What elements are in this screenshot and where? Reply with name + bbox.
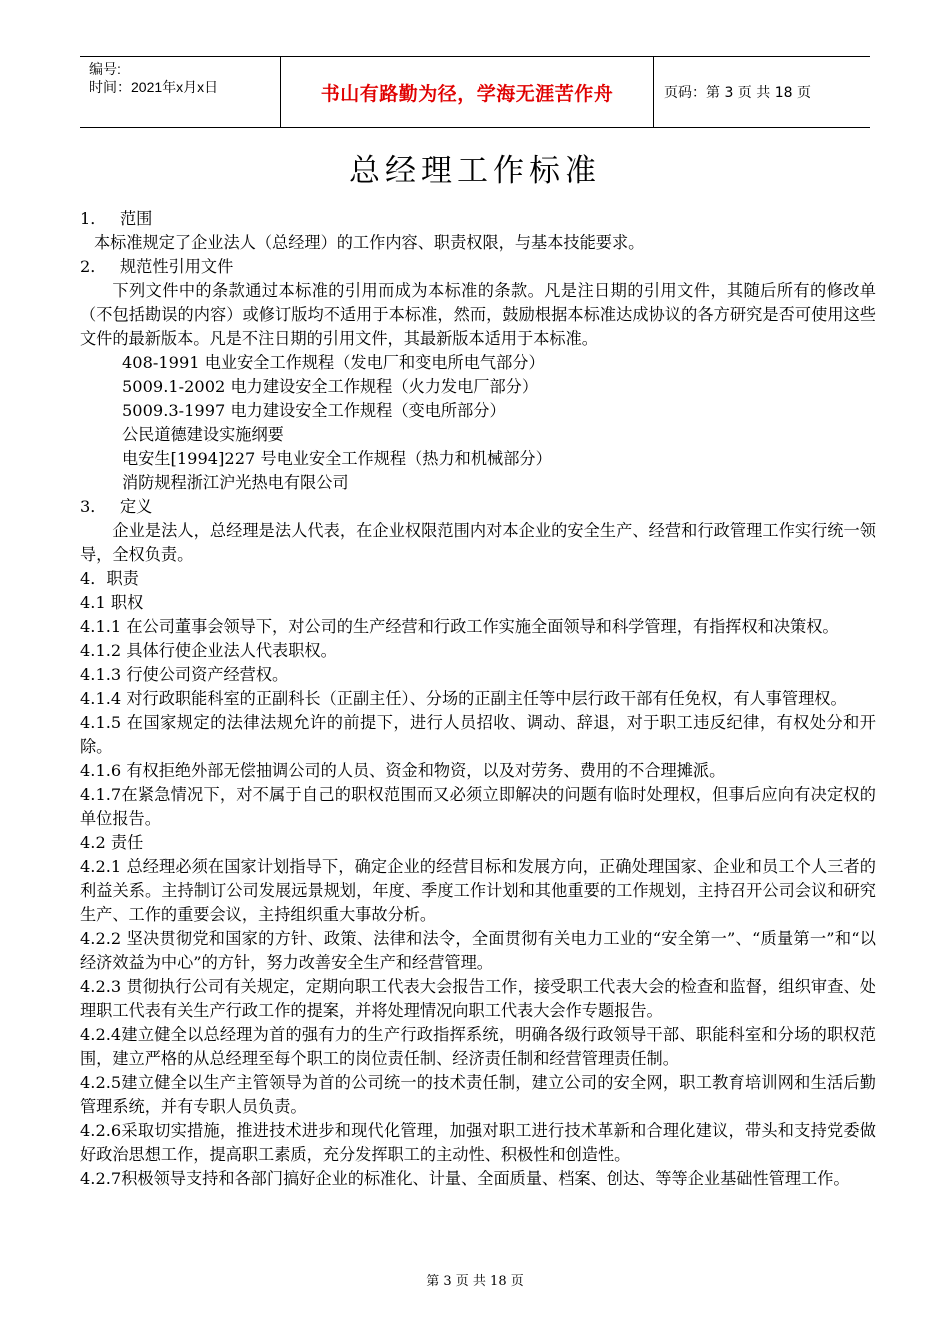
section-number: 1． (80, 209, 107, 228)
reference-item: 408-1991 电业安全工作规程（发电厂和变电所电气部分） (122, 353, 545, 372)
authority-item: 4.1.2 具体行使企业法人代表职权。 (80, 641, 337, 660)
subsection-heading-responsibility: 4.2 责任 (80, 833, 144, 852)
responsibility-item: 4.2.4建立健全以总经理为首的强有力的生产行政指挥系统，明确各级行政领导干部、职能科室和分场的职权范围，建立严格的从总经理至每个职工的岗位责任制、经济责任制和经营管理责任制。 (80, 1025, 876, 1068)
section-heading-duties: 4．职责 (80, 569, 139, 588)
section-heading-scope (80, 207, 876, 231)
header-motto: 书山有路勤为径，学海无涯苦作舟 (281, 57, 654, 127)
section-title: 定义 (120, 497, 153, 516)
page-header (80, 56, 870, 128)
section-heading-references (80, 255, 876, 279)
reference-item: 5009.3-1997 电力建设安全工作规程（变电所部分） (122, 401, 506, 420)
responsibility-item: 4.2.7积极领导支持和各部门搞好企业的标准化、计量、全面质量、档案、创达、等等企业基础性管理工作。 (80, 1169, 850, 1188)
header-meta (80, 57, 281, 127)
authority-item: 4.1.6 有权拒绝外部无偿抽调公司的人员、资金和物资，以及对劳务、费用的不合理摊派。 (80, 761, 726, 780)
document-body (80, 207, 876, 1191)
reference-item: 消防规程浙江沪光热电有限公司 (122, 473, 349, 492)
document-title: 总经理工作标准 (349, 153, 601, 189)
responsibility-item: 4.2.6采取切实措施，推进技术进步和现代化管理，加强对职工进行技术革新和合理化建议，带头和支持党委做好政治思想工作，提高职工素质，充分发挥职工的主动性、积极性和创造性。 (80, 1121, 876, 1164)
authority-item: 4.1.7在紧急情况下，对不属于自己的职权范围而又必须立即解决的问题有临时处理权，但事后应向有决定权的单位报告。 (80, 785, 876, 828)
responsibility-item: 4.2.1 总经理必须在国家计划指导下，确定企业的经营目标和发展方向，正确处理国家、企业和员工个人三者的利益关系。主持制订公司发展远景规划，年度、季度工作计划和其他重要的工作规划，主持召开公司会议和研究生产、工作的重要会议，主持组织重大事故分析。 (80, 857, 876, 924)
authority-item: 4.1.4 对行政职能科室的正副科长（正副主任）、分场的正副主任等中层行政干部有任免权，有人事管理权。 (80, 689, 847, 708)
responsibility-item: 4.2.2 坚决贯彻党和国家的方针、政策、法律和法令，全面贯彻有关电力工业的“安全第一”、“质量第一”和“以经济效益为中心”的方针，努力改善安全生产和经营管理。 (80, 929, 876, 972)
section-title: 范围 (120, 209, 153, 228)
reference-item: 电安生[1994]227 号电业安全工作规程（热力和机械部分） (122, 449, 552, 468)
document-time-label: 时间：2021年x月x日 (89, 79, 219, 95)
responsibility-item: 4.2.5建立健全以生产主管领导为首的公司统一的技术责任制，建立公司的安全网，职工教育培训网和生活后勤管理系统，并有专职人员负责。 (80, 1073, 876, 1116)
section-title: 规范性引用文件 (120, 257, 234, 276)
definition-paragraph: 企业是法人，总经理是法人代表，在企业权限范围内对本企业的安全生产、经营和行政管理工作实行统一领导，全权负责。 (80, 521, 876, 564)
subsection-heading-authority: 4.1 职权 (80, 593, 144, 612)
page-footer: 第 3 页 共 18 页 (426, 1274, 524, 1289)
document-number-label: 编号: (89, 61, 121, 77)
header-page-indicator: 页码：第 3 页 共 18 页 (664, 85, 811, 101)
section-number: 3． (80, 497, 107, 516)
authority-item: 4.1.1 在公司董事会领导下，对公司的生产经营和行政工作实施全面领导和科学管理，有指挥权和决策权。 (80, 617, 839, 636)
section-heading-definition (80, 495, 876, 519)
section-number: 2． (80, 257, 107, 276)
reference-item: 5009.1-2002 电力建设安全工作规程（火力发电厂部分） (122, 377, 539, 396)
authority-item: 4.1.5 在国家规定的法律法规允许的前提下，进行人员招收、调动、辞退，对于职工违反纪律，有权处分和开除。 (80, 713, 876, 756)
reference-item: 公民道德建设实施纲要 (122, 425, 284, 444)
responsibility-item: 4.2.3 贯彻执行公司有关规定，定期向职工代表大会报告工作，接受职工代表大会的检查和监督，组织审查、处理职工代表有关生产行政工作的提案，并将处理情况向职工代表大会作专题报告。 (80, 977, 876, 1020)
references-paragraph: 下列文件中的条款通过本标准的引用而成为本标准的条款。凡是注日期的引用文件，其随后所有的修改单（不包括勘误的内容）或修订版均不适用于本标准，然而，鼓励根据本标准达成协议的各方研究是否可使用这些文件的最新版本。凡是不注日期的引用文件，其最新版本适用于本标准。 (80, 281, 876, 348)
scope-paragraph: 本标准规定了企业法人（总经理）的工作内容、职责权限，与基本技能要求。 (94, 233, 645, 252)
authority-item: 4.1.3 行使公司资产经营权。 (80, 665, 289, 684)
